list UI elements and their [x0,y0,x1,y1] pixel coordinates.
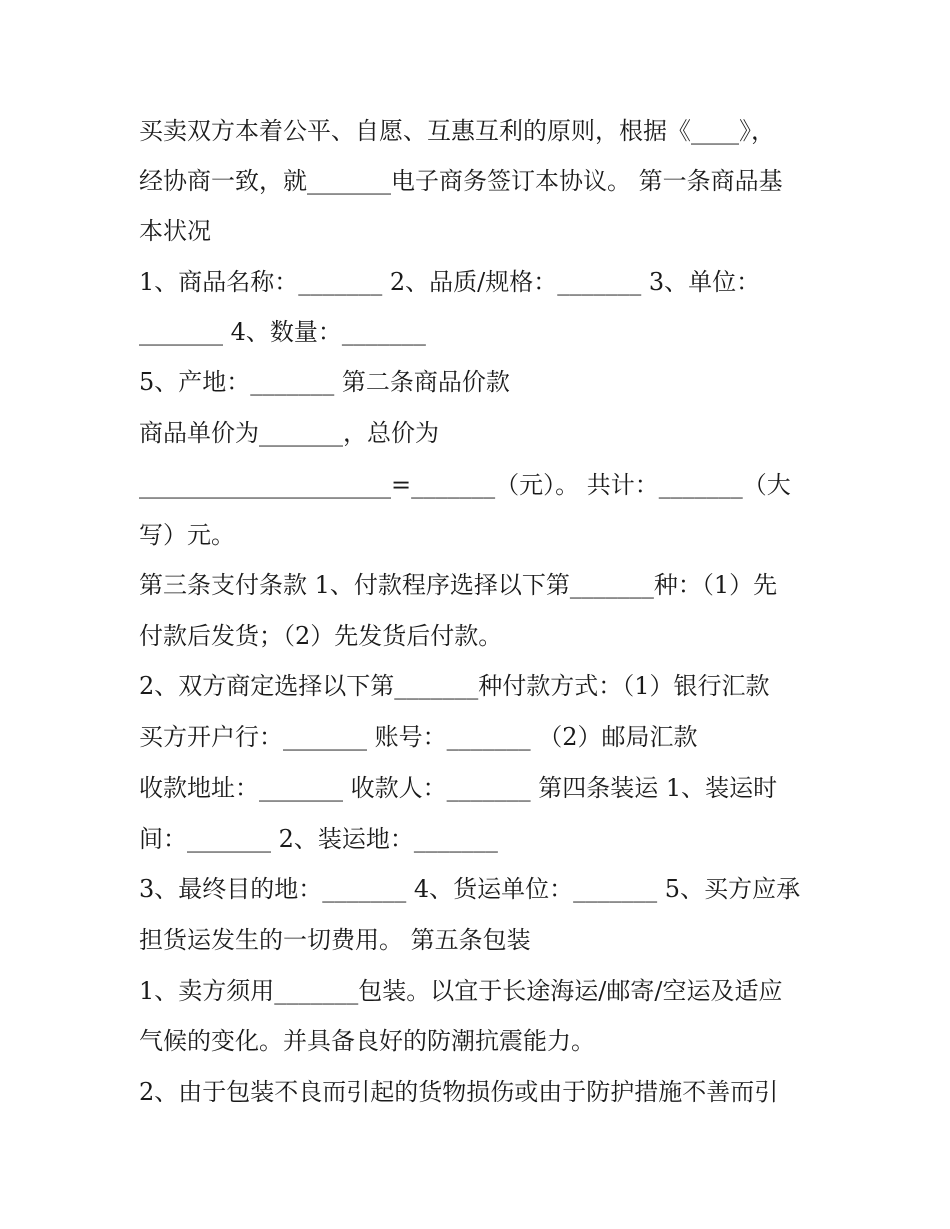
text-line-20: 2、由于包装不良而引起的货物损伤或由于防护措施不善而引 [139,1078,779,1106]
text-line-10: 第三条支付条款 1、付款程序选择以下第_______种：（1）先 [139,571,778,599]
text-line-17: 担货运发生的一切费用。 第五条包装 [139,926,531,954]
text-line-8: _____________________=_______（元）。 共计：_______（大 [139,471,791,499]
text-line-5: _______ 4、数量：_______ [139,318,426,346]
text-line-15: 间：_______ 2、装运地：_______ [139,825,498,853]
text-line-6: 5、产地：_______ 第二条商品价款 [139,368,510,396]
text-line-11: 付款后发货；（2）先发货后付款。 [139,622,503,650]
text-line-13: 买方开户行：_______ 账号：_______ （2）邮局汇款 [139,723,698,751]
text-line-18: 1、卖方须用_______包装。以宜于长途海运/邮寄/空运及适应 [139,977,783,1005]
text-line-9: 写）元。 [139,521,235,549]
text-line-16: 3、最终目的地：_______ 4、货运单位：_______ 5、买方应承 [139,875,801,903]
text-line-7: 商品单价为_______，总价为 [139,419,439,447]
text-line-1: 买卖双方本着公平、自愿、互惠互利的原则，根据《____》， [139,117,775,145]
text-line-19: 气候的变化。并具备良好的防潮抗震能力。 [139,1027,595,1055]
text-line-12: 2、双方商定选择以下第_______种付款方式：（1）银行汇款 [139,672,770,700]
text-line-2: 经协商一致，就_______电子商务签订本协议。 第一条商品基 [139,167,783,195]
text-line-14: 收款地址：_______ 收款人：_______ 第四条装运 1、装运时 [139,774,778,802]
text-line-3: 本状况 [139,217,211,245]
text-line-4: 1、商品名称：_______ 2、品质/规格：_______ 3、单位： [139,268,761,296]
